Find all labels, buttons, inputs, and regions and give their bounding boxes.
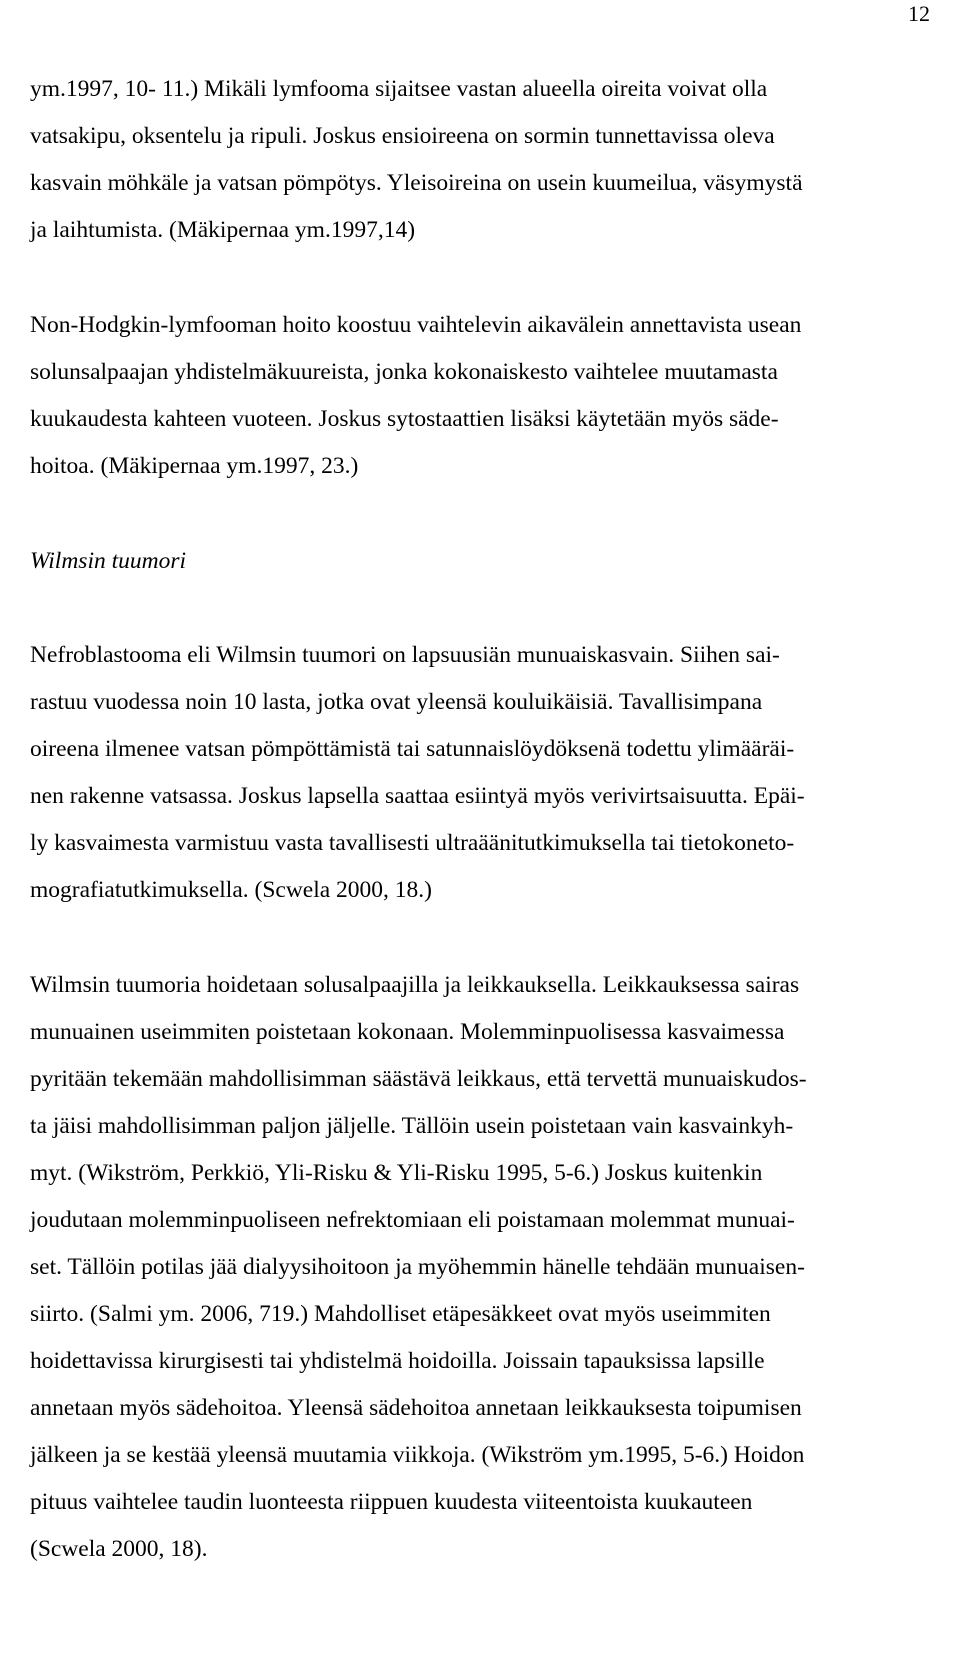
text-line: pituus vaihtelee taudin luonteesta riippuen kuudesta viiteentoista kuukauteen xyxy=(30,1489,753,1515)
text-line: annetaan myös sädehoitoa. Yleensä sädehoitoa annetaan leikkauksesta toipumisen xyxy=(30,1395,802,1421)
text-line: munuainen useimmiten poistetaan kokonaan. Molemminpuolisessa kasvaimessa xyxy=(30,1019,785,1045)
text-line: ym.1997, 10- 11.) Mikäli lymfooma sijaitsee vastan alueella oireita voivat olla xyxy=(30,76,768,102)
text-line: mografiatutkimuksella. (Scwela 2000, 18.) xyxy=(30,877,433,903)
text-line: Nefroblastooma eli Wilmsin tuumori on lapsuusiän munuaiskasvain. Siihen sai- xyxy=(30,642,780,668)
text-line: joudutaan molemminpuoliseen nefrektomiaan eli poistamaan molemmat munuai- xyxy=(30,1207,795,1233)
text-line: ta jäisi mahdollisimman paljon jäljelle. Tällöin usein poistetaan vain kasvainkyh- xyxy=(30,1113,794,1139)
text-line: rastuu vuodessa noin 10 lasta, jotka ovat yleensä kouluikäisiä. Tavallisimpana xyxy=(30,689,763,715)
page-number: 12 xyxy=(908,1,930,26)
text-line: nen rakenne vatsassa. Joskus lapsella saattaa esiintyä myös verivirtsaisuutta. Epäi- xyxy=(30,783,805,809)
text-line: myt. (Wikström, Perkkiö, Yli-Risku & Yli-Risku 1995, 5-6.) Joskus kuitenkin xyxy=(30,1160,763,1186)
text-line: kuukaudesta kahteen vuoteen. Joskus sytostaattien lisäksi käytetään myös säde- xyxy=(30,406,779,432)
text-line: hoidettavissa kirurgisesti tai yhdistelmä hoidoilla. Joissain tapauksissa lapsille xyxy=(30,1348,765,1374)
text-line: kasvain möhkäle ja vatsan pömpötys. Yleisoireina on usein kuumeilua, väsymystä xyxy=(30,170,803,196)
text-line: set. Tällöin potilas jää dialyysihoitoon ja myöhemmin hänelle tehdään munuaisen- xyxy=(30,1254,805,1280)
text-line: hoitoa. (Mäkipernaa ym.1997, 23.) xyxy=(30,453,359,479)
text-line: siirto. (Salmi ym. 2006, 719.) Mahdolliset etäpesäkkeet ovat myös useimmiten xyxy=(30,1301,771,1327)
text-line: oireena ilmenee vatsan pömpöttämistä tai satunnaislöydöksenä todettu ylimääräi- xyxy=(30,736,795,762)
text-line: solunsalpaajan yhdistelmäkuureista, jonka kokonaiskesto vaihtelee muutamasta xyxy=(30,359,778,385)
text-line: Non-Hodgkin-lymfooman hoito koostuu vaihtelevin aikavälein annettavista usean xyxy=(30,312,802,338)
text-line: pyritään tekemään mahdollisimman säästävä leikkaus, että tervettä munuaiskudos- xyxy=(30,1066,807,1092)
text-line: Wilmsin tuumoria hoidetaan solusalpaajilla ja leikkauksella. Leikkauksessa sairas xyxy=(30,972,800,998)
section-heading: Wilmsin tuumori xyxy=(30,548,187,574)
text-line: vatsakipu, oksentelu ja ripuli. Joskus ensioireena on sormin tunnettavissa oleva xyxy=(30,123,775,149)
text-line: (Scwela 2000, 18). xyxy=(30,1536,208,1562)
text-line: jälkeen ja se kestää yleensä muutamia viikkoja. (Wikström ym.1995, 5-6.) Hoidon xyxy=(30,1442,805,1468)
text-line: ja laihtumista. (Mäkipernaa ym.1997,14) xyxy=(30,217,416,243)
text-line: ly kasvaimesta varmistuu vasta tavallisesti ultraäänitutkimuksella tai tietokoneto- xyxy=(30,830,795,856)
